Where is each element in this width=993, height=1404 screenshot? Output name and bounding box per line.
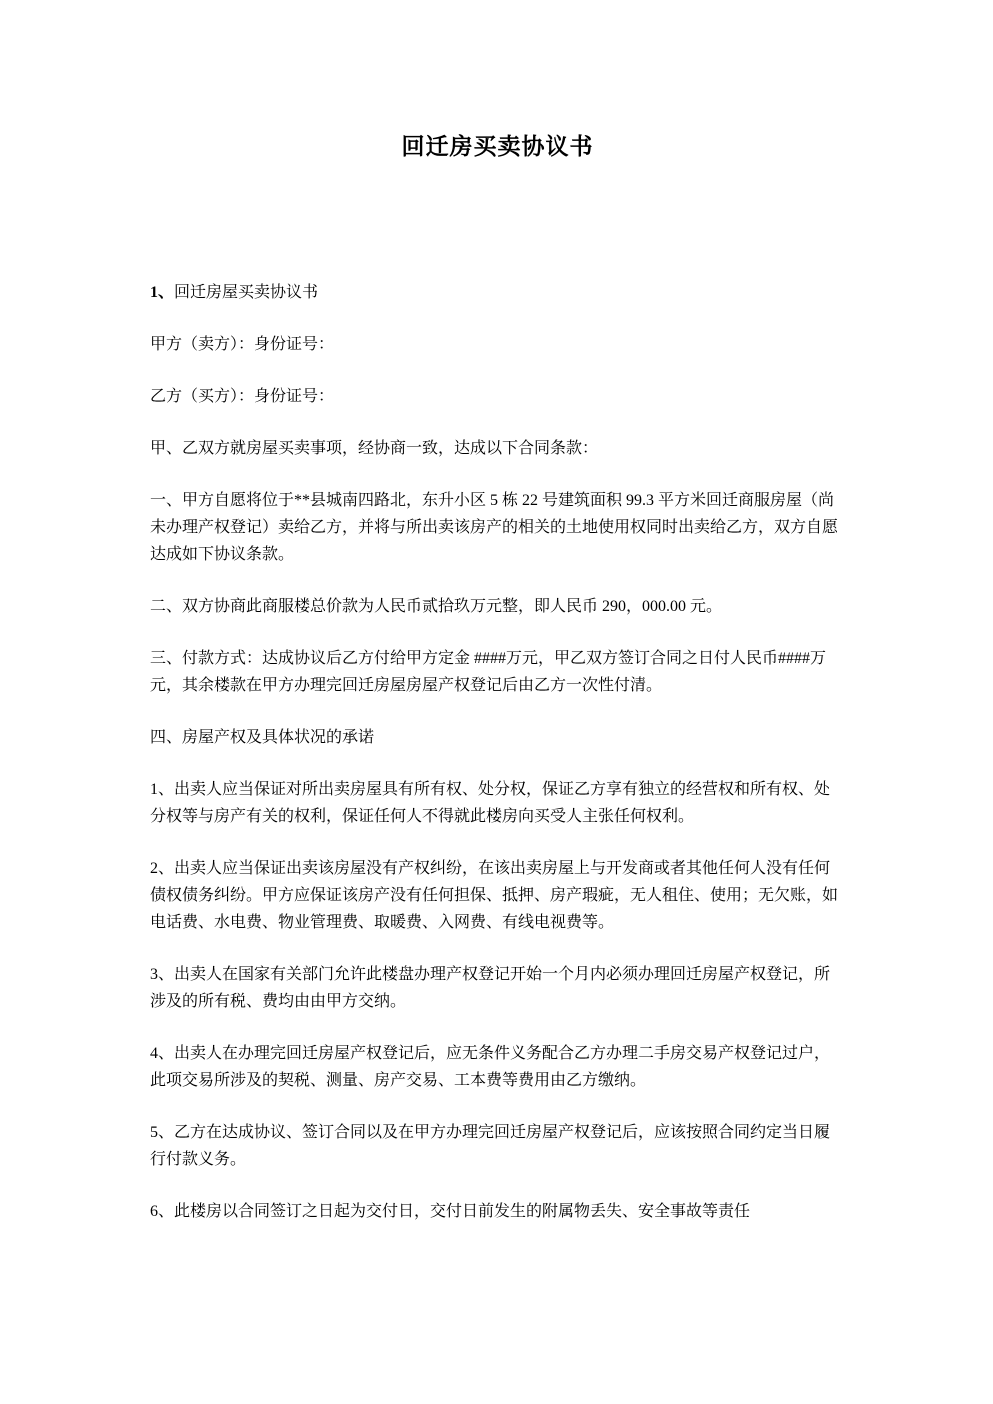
paragraph-text: 四、房屋产权及具体状况的承诺 (150, 729, 375, 746)
paragraph (150, 724, 845, 751)
paragraph (150, 855, 845, 936)
paragraph (150, 961, 845, 1015)
paragraph-text: 甲方（卖方）：身份证号： (150, 336, 335, 353)
paragraph-text: 5、乙方在达成协议、签订合同以及在甲方办理完回迁房屋产权登记后，应该按照合同约定当日履行付款义务。 (150, 1124, 831, 1168)
paragraph (150, 279, 845, 306)
paragraph (150, 1119, 845, 1173)
paragraph (150, 645, 845, 699)
paragraph (150, 593, 845, 620)
paragraph-text: 三、付款方式：达成协议后乙方付给甲方定金 ####万元，甲乙双方签订合同之日付人民币####万元，其余楼款在甲方办理完回迁房屋房屋产权登记后由乙方一次性付清。 (150, 650, 827, 694)
paragraph-text: 二、双方协商此商服楼总价款为人民币贰拾玖万元整，即人民币 290，000.00 元。 (150, 598, 723, 615)
paragraph (150, 1198, 845, 1225)
paragraph (150, 1040, 845, 1094)
paragraph (150, 383, 845, 410)
paragraph-text: 一、甲方自愿将位于**县城南四路北，东升小区 5 栋 22 号建筑面积 99.3 平方米回迁商服房屋（尚未办理产权登记）卖给乙方，并将与所出卖该房产的相关的土地使用权同时出卖给乙方，双方自愿达成如下协议条款。 (150, 492, 839, 563)
paragraph (150, 435, 845, 462)
paragraph (150, 331, 845, 358)
paragraph-number: 1、 (150, 284, 175, 301)
paragraph-text: 3、出卖人在国家有关部门允许此楼盘办理产权登记开始一个月内必须办理回迁房屋产权登记，所涉及的所有税、费均由由甲方交纳。 (150, 966, 831, 1010)
document-title: 回迁房买卖协议书 (401, 134, 594, 159)
paragraph-text: 2、出卖人应当保证出卖该房屋没有产权纠纷，在该出卖房屋上与开发商或者其他任何人没有任何债权债务纠纷。甲方应保证该房产没有任何担保、抵押、房产瑕疵，无人租住、使用；无欠账，如电话费、水电费、物业管理费、取暖费、入网费、有线电视费等。 (150, 860, 839, 931)
paragraph (150, 776, 845, 830)
paragraph-text: 回迁房屋买卖协议书 (174, 284, 319, 301)
paragraph-text: 6、此楼房以合同签订之日起为交付日，交付日前发生的附属物丢失、安全事故等责任 (150, 1203, 751, 1220)
paragraph-text: 1、出卖人应当保证对所出卖房屋具有所有权、处分权，保证乙方享有独立的经营权和所有权、处分权等与房产有关的权利，保证任何人不得就此楼房向买受人主张任何权利。 (150, 781, 831, 825)
paragraph-text: 乙方（买方）：身份证号： (150, 388, 335, 405)
paragraph-text: 4、出卖人在办理完回迁房屋产权登记后，应无条件义务配合乙方办理二手房交易产权登记过户，此项交易所涉及的契税、测量、房产交易、工本费等费用由乙方缴纳。 (150, 1045, 831, 1089)
paragraph (150, 487, 845, 568)
paragraph-text: 甲、乙双方就房屋买卖事项，经协商一致，达成以下合同条款： (150, 440, 599, 457)
